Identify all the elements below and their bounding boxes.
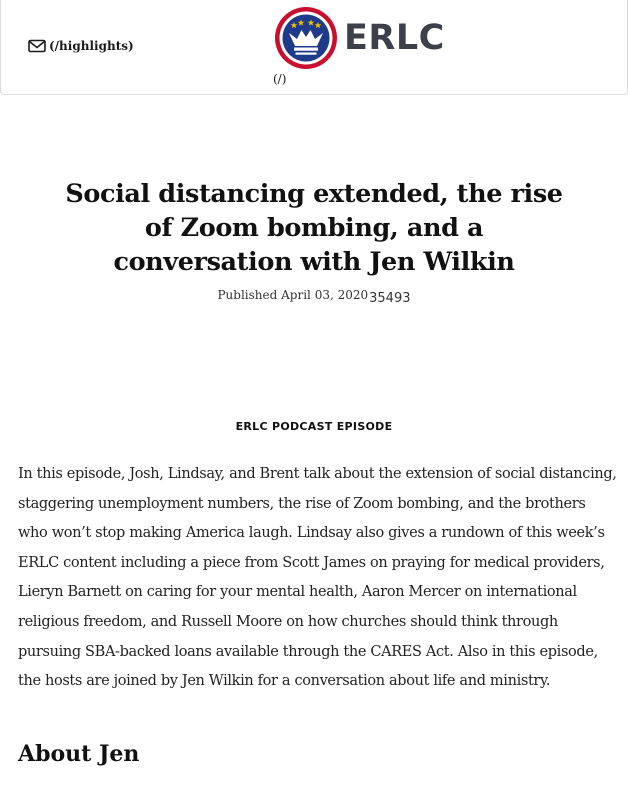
highlights-link-label: (/highlights) xyxy=(49,39,134,53)
crown-seal-icon xyxy=(274,6,338,70)
mail-icon xyxy=(28,39,46,53)
section-heading: About Jen xyxy=(18,741,140,767)
published-date: Published April 03, 2020 xyxy=(217,288,369,302)
article-id: 35493 xyxy=(369,291,411,306)
category-label: ERLC PODCAST EPISODE xyxy=(235,420,393,433)
article-title: Social distancing extended, the rise of Zoom bombing, and a conversation with Jen Wilkin xyxy=(65,179,563,277)
erlc-logo[interactable] xyxy=(274,6,445,70)
highlights-link[interactable] xyxy=(28,39,134,53)
published-line xyxy=(0,288,628,306)
site-header xyxy=(0,0,628,95)
article-body: In this episode, Josh, Lindsay, and Brent talk about the extension of social distancing, staggering unemployment numbers, the rise of Zoom bombing, and the brothers who won’t stop making America laugh. Lindsay also gives a rundown of this week’s ERLC content including a piece from Scott James on praying for medical providers, Lieryn Barnett on caring for your mental health, Aaron Mercer on international religious freedom, and Russell Moore on how churches should think through pursuing SBA-backed loans available through the CARES Act. Also in this episode, the hosts are joined by Jen Wilkin for a conversation about life and ministry. xyxy=(18,466,617,690)
home-link[interactable]: (/) xyxy=(273,72,287,86)
brand-name: ERLC xyxy=(344,18,445,58)
